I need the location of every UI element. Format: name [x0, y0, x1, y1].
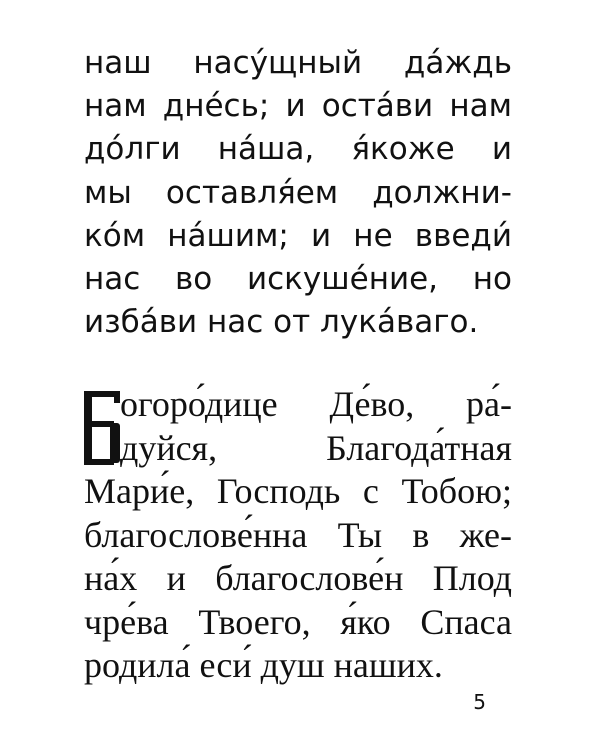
text-line: благослове́нна Ты в же- — [84, 514, 512, 555]
text-line: наш насу́щный да́ждь — [84, 45, 512, 81]
text-line: на́х и благослове́н Плод — [84, 558, 512, 598]
page-number: 5 — [473, 690, 486, 714]
text-line: огоро́дице Де́во, ра́- — [120, 384, 512, 424]
prayer-paragraph-1 — [84, 42, 512, 344]
prayer-paragraph-2 — [84, 383, 512, 688]
text-line: нас во искуше́ние, но — [84, 261, 512, 298]
text-line: чре́ва Твоего, я́ко Спаса — [84, 601, 512, 642]
text-line: мы оставля́ем должни- — [84, 174, 512, 211]
text-line: ко́м на́шим; и не введи́ — [84, 217, 512, 254]
text-line: изба́ви нас от лука́ваго. — [84, 304, 479, 341]
text-line: нам дне́сь; и оста́ви нам — [84, 88, 512, 125]
text-line: родила́ еси́ душ наших. — [84, 645, 443, 685]
text-line: до́лги на́ша, я́коже и — [84, 131, 512, 168]
text-line: дуйся, Благода́тная — [120, 427, 512, 468]
text-line: Мари́е, Господь с Тобою; — [84, 471, 512, 511]
